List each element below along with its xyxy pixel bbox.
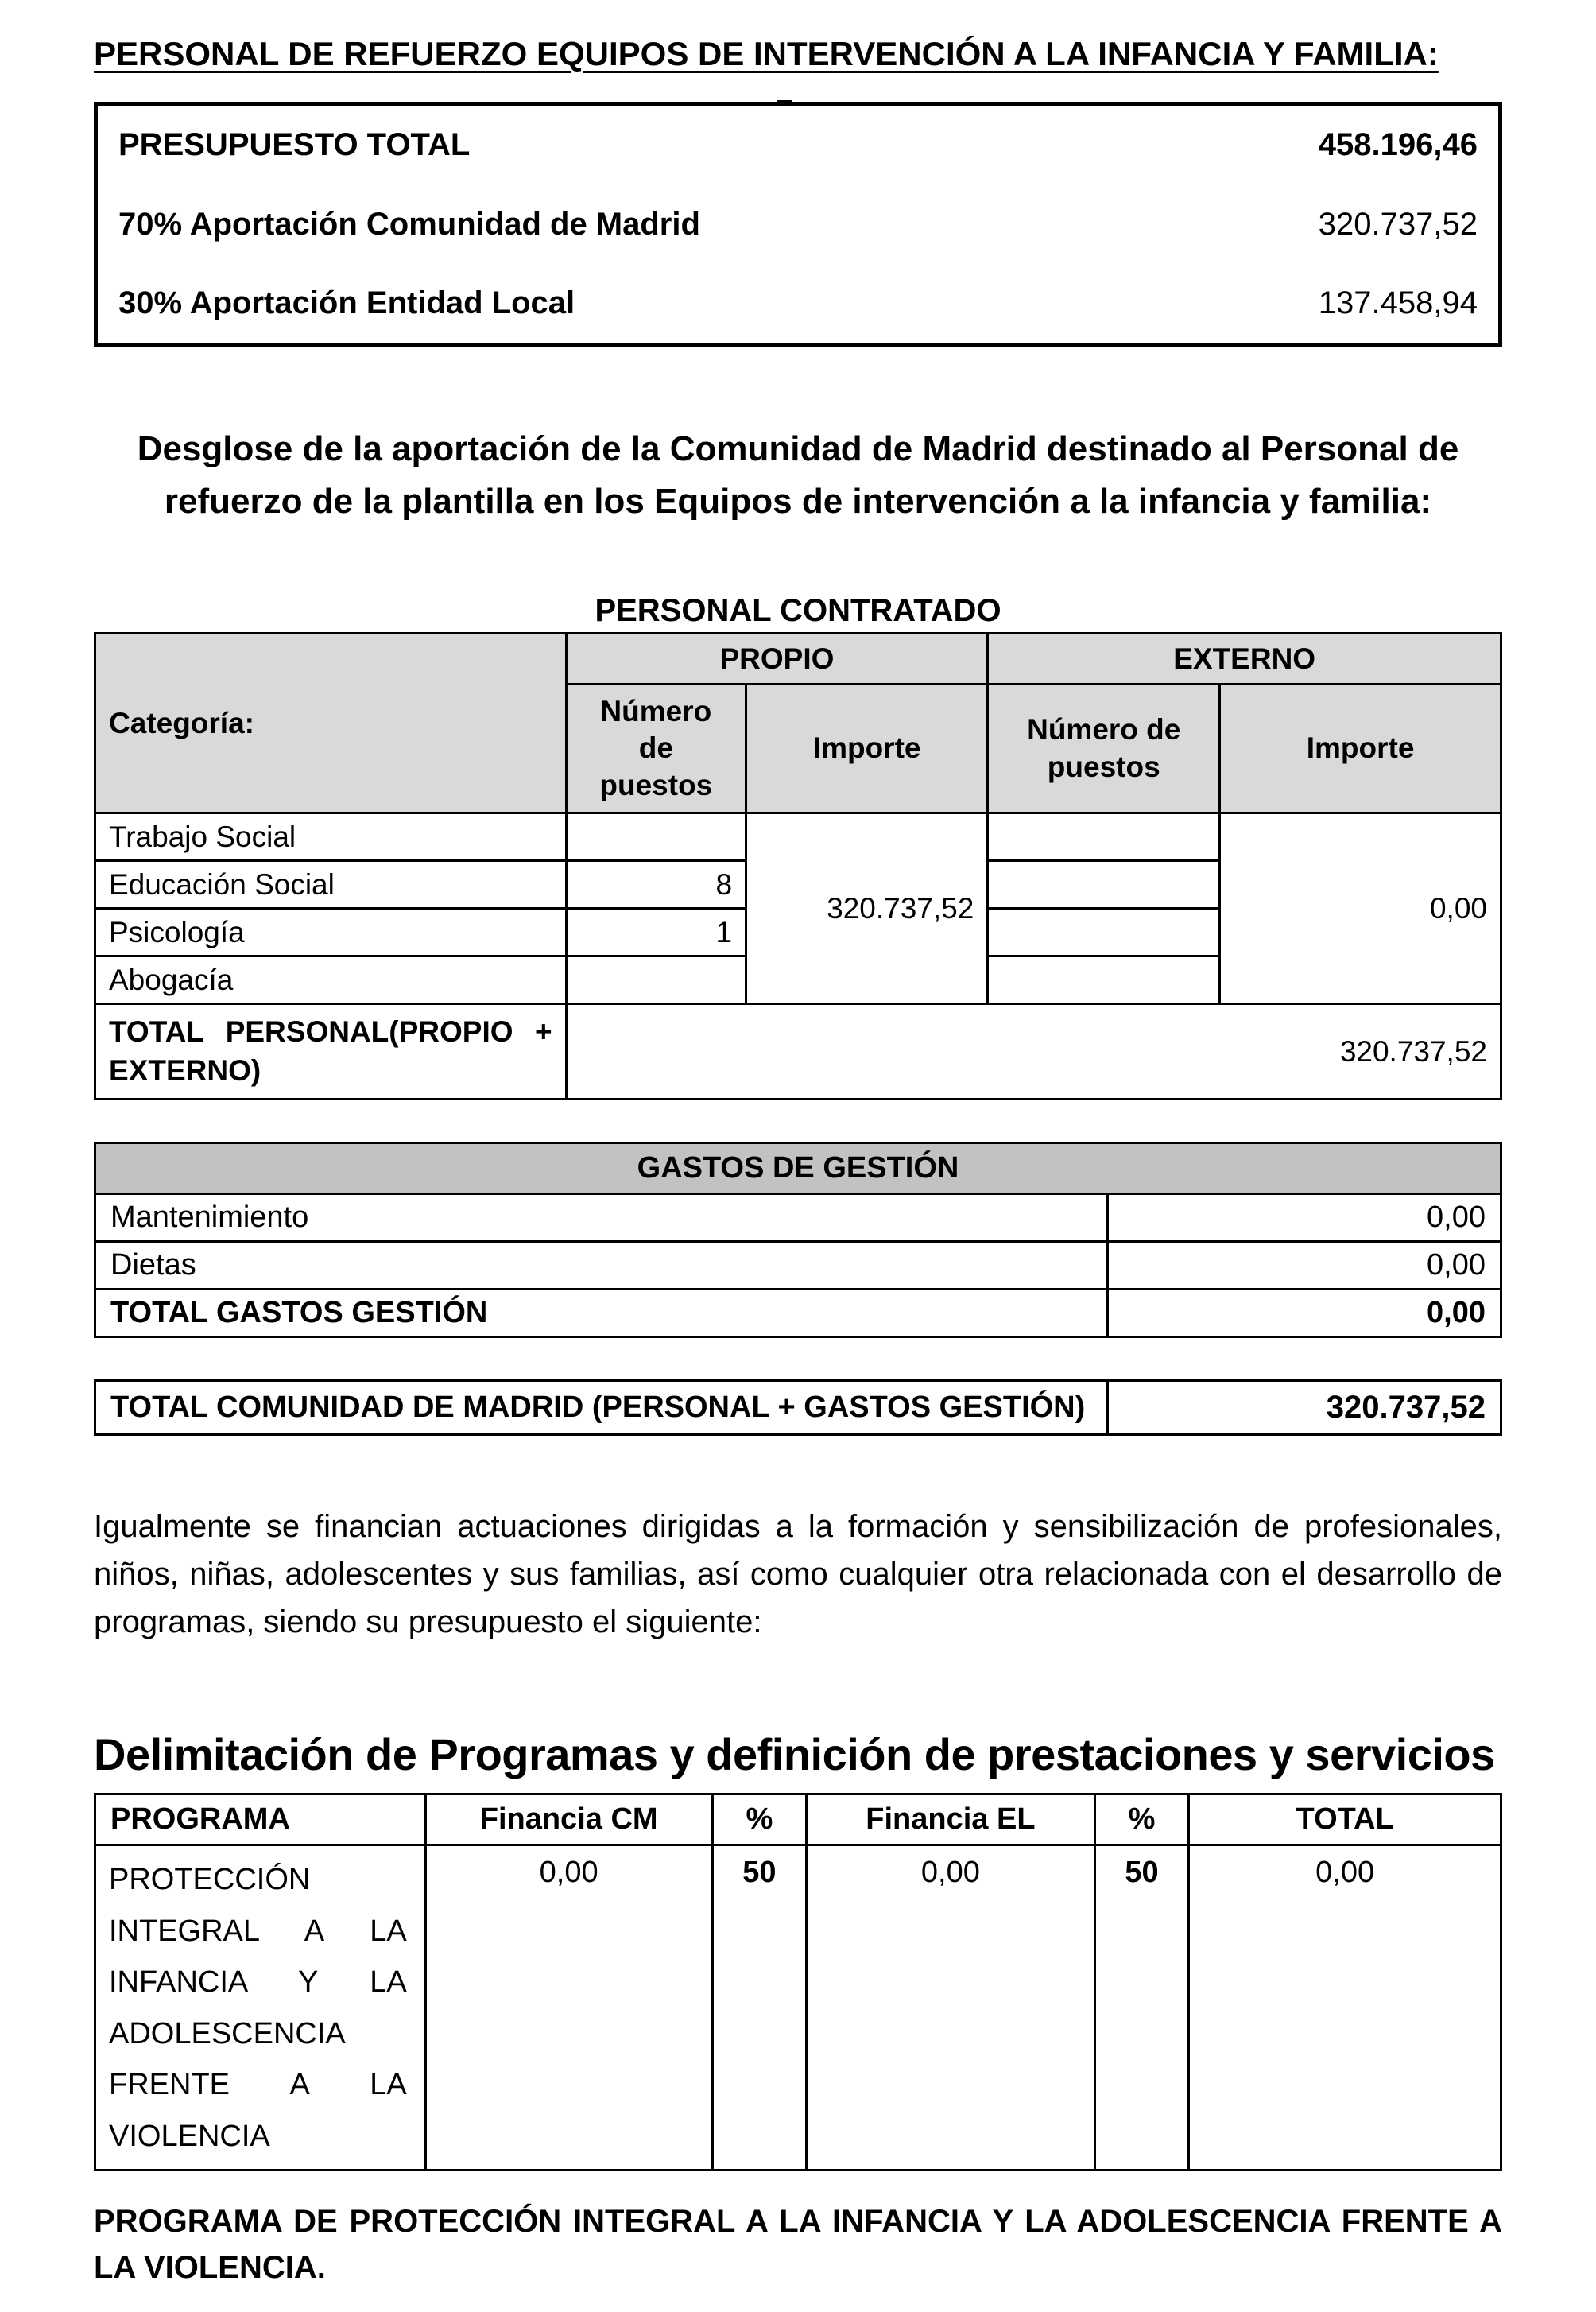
num-puestos-propio-cell <box>566 956 746 1004</box>
budget-label: 70% Aportación Comunidad de Madrid <box>118 206 700 242</box>
program-name-cell: PROTECCIÓN INTEGRAL A LA INFANCIA Y LA ADOLESCENCIA FRENTE A LA VIOLENCIA <box>95 1845 426 2170</box>
table-row <box>95 1143 1501 1194</box>
total-cm-table <box>94 1379 1502 1436</box>
gastos-row-value: 0,00 <box>1107 1242 1501 1290</box>
num-puestos-propio-cell: 8 <box>566 861 746 909</box>
closing-paragraph: PROGRAMA DE PROTECCIÓN INTEGRAL A LA INFANCIA Y LA ADOLESCENCIA FRENTE A LA VIOLENCIA. <box>94 2203 1502 2285</box>
header-importe-externo: Importe <box>1220 685 1501 813</box>
num-puestos-externo-cell <box>988 813 1220 861</box>
table-row <box>95 1242 1501 1290</box>
budget-label: PRESUPUESTO TOTAL <box>118 126 471 162</box>
category-cell: Psicología <box>95 909 567 956</box>
total-cm-label: TOTAL COMUNIDAD DE MADRID (PERSONAL + GASTOS GESTIÓN) <box>95 1381 1108 1435</box>
budget-value: 458.196,46 <box>1318 126 1478 162</box>
section-heading: Delimitación de Programas y definición de prestaciones y servicios <box>94 1729 1495 1779</box>
table-row <box>95 1004 1501 1100</box>
num-puestos-propio-cell <box>566 813 746 861</box>
desglose-heading: Desglose de la aportación de la Comunidad de Madrid destinado al Personal de refuerzo de la plantilla en los Equipos de intervención a la infancia y familia: <box>137 429 1459 521</box>
gastos-total-label: TOTAL GASTOS GESTIÓN <box>95 1290 1108 1337</box>
category-cell: Trabajo Social <box>95 813 567 861</box>
financia-cm-cell: 0,00 <box>425 1845 712 2170</box>
gastos-table <box>94 1142 1502 1338</box>
budget-table <box>94 102 1502 347</box>
financing-paragraph: Igualmente se financian actuaciones dirigidas a la formación y sensibilización de profesionales, niños, niñas, adolescentes y sus familias, así como cualquier otra relacionada con el desarrollo de programas, siendo su presupuesto el siguiente: <box>94 1509 1502 1639</box>
table-row <box>95 1381 1501 1435</box>
programs-table <box>94 1793 1502 2171</box>
header-categoria: Categoría: <box>95 634 567 813</box>
category-cell: Abogacía <box>95 956 567 1004</box>
header-propio: PROPIO <box>566 634 988 685</box>
budget-value: 137.458,94 <box>1318 285 1478 321</box>
total-cm-value: 320.737,52 <box>1107 1381 1501 1435</box>
num-puestos-externo-cell <box>988 956 1220 1004</box>
budget-label: 30% Aportación Entidad Local <box>118 285 575 321</box>
table-row <box>95 1194 1501 1242</box>
budget-row <box>96 184 1501 265</box>
gastos-row-value: 0,00 <box>1107 1194 1501 1242</box>
pct-el-cell: 50 <box>1094 1845 1189 2170</box>
programs-header-programa: PROGRAMA <box>95 1794 426 1845</box>
importe-externo-cell: 0,00 <box>1220 813 1501 1004</box>
gastos-row-label: Dietas <box>95 1242 1108 1290</box>
pct-cm-cell: 50 <box>712 1845 807 2170</box>
budget-value: 320.737,52 <box>1318 206 1478 242</box>
num-puestos-externo-cell <box>988 861 1220 909</box>
programs-header-total: TOTAL <box>1189 1794 1501 1845</box>
importe-propio-cell: 320.737,52 <box>746 813 988 1004</box>
total-cell: 0,00 <box>1189 1845 1501 2170</box>
total-personal-label: TOTAL PERSONAL(PROPIO + EXTERNO) <box>95 1004 567 1100</box>
category-cell: Educación Social <box>95 861 567 909</box>
personal-contratado-title: PERSONAL CONTRATADO <box>595 593 1001 628</box>
budget-row <box>96 265 1501 345</box>
table-row <box>95 1794 1501 1845</box>
table-row <box>95 634 1501 685</box>
programs-header-financia-cm: Financia CM <box>425 1794 712 1845</box>
programs-header-pct-cm: % <box>712 1794 807 1845</box>
personal-table <box>94 632 1502 1100</box>
header-importe-propio: Importe <box>746 685 988 813</box>
total-personal-value: 320.737,52 <box>566 1004 1501 1100</box>
page-title: PERSONAL DE REFUERZO EQUIPOS DE INTERVENCIÓN A LA INFANCIA Y FAMILIA: <box>94 35 1439 72</box>
header-externo: EXTERNO <box>988 634 1501 685</box>
num-puestos-externo-cell <box>988 909 1220 956</box>
gastos-header: GASTOS DE GESTIÓN <box>95 1143 1501 1194</box>
budget-row <box>96 104 1501 184</box>
gastos-row-label: Mantenimiento <box>95 1194 1108 1242</box>
table-row <box>95 1290 1501 1337</box>
programs-header-pct-el: % <box>1094 1794 1189 1845</box>
header-num-puestos-propio: Número de puestos <box>566 685 746 813</box>
num-puestos-propio-cell: 1 <box>566 909 746 956</box>
financia-el-cell: 0,00 <box>807 1845 1095 2170</box>
table-row <box>95 813 1501 861</box>
programs-header-financia-el: Financia EL <box>807 1794 1095 1845</box>
gastos-total-value: 0,00 <box>1107 1290 1501 1337</box>
header-num-puestos-externo: Número de puestos <box>988 685 1220 813</box>
stray-mark <box>777 100 792 104</box>
table-row <box>95 1845 1501 2170</box>
